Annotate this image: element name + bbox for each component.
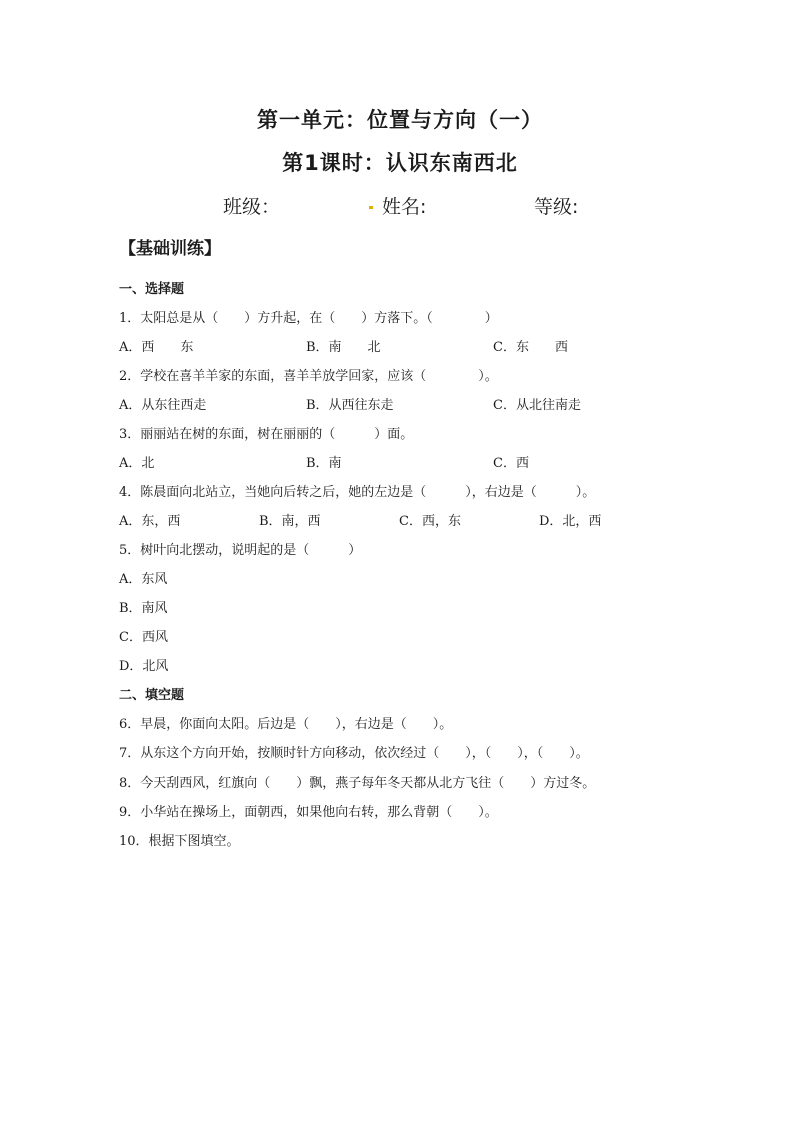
question-10: 10．根据下图填空。 xyxy=(119,834,240,849)
question-5: 5．树叶向北摆动，说明起的是（ ） xyxy=(119,543,362,558)
q4-option-b: B．南，西 xyxy=(259,514,321,529)
q3-option-c: C．西 xyxy=(493,456,529,471)
q4-option-c: C．西，东 xyxy=(399,514,461,529)
q2-option-b: B．从西往东走 xyxy=(306,398,394,413)
q2-option-c: C．从北往南走 xyxy=(493,398,581,413)
q4-option-d: D．北，西 xyxy=(539,514,602,529)
q1-option-b: B．南 北 xyxy=(306,340,381,355)
question-3: 3．丽丽站在树的东面，树在丽丽的（ ）面。 xyxy=(119,427,414,442)
name-label: 姓名: xyxy=(382,196,427,218)
question-2: 2．学校在喜羊羊家的东面，喜羊羊放学回家，应该（ ）。 xyxy=(119,369,498,384)
q5-option-a: A．东风 xyxy=(119,572,168,587)
lesson-subtitle: 第1课时：认识东南西北 xyxy=(282,151,518,175)
question-1: 1．太阳总是从（ ）方升起，在（ ）方落下。（ ） xyxy=(119,311,498,326)
question-7: 7．从东这个方向开始，按顺时针方向移动，依次经过（ ），（ ），（ ）。 xyxy=(119,746,589,761)
question-9: 9．小华站在操场上，面朝西，如果他向右转，那么背朝（ ）。 xyxy=(119,805,498,820)
q5-option-c: C．西风 xyxy=(119,630,168,645)
question-6: 6．早晨，你面向太阳。后边是（ ），右边是（ ）。 xyxy=(119,717,453,732)
section-title: 【基础训练】 xyxy=(119,239,221,259)
q4-option-a: A．东，西 xyxy=(119,514,181,529)
q2-option-a: A．从东往西走 xyxy=(119,398,207,413)
q1-option-c: C．东 西 xyxy=(493,340,568,355)
stray-mark xyxy=(369,206,373,209)
question-8: 8．今天刮西风，红旗向（ ）飘，燕子每年冬天都从北方飞往（ ）方过冬。 xyxy=(119,776,596,791)
grade-label: 等级: xyxy=(534,196,579,218)
q3-option-a: A．北 xyxy=(119,456,155,471)
q5-option-b: B．南风 xyxy=(119,601,168,616)
q3-option-b: B．南 xyxy=(306,456,342,471)
q1-option-a: A．西 东 xyxy=(119,340,194,355)
part1-heading: 一、选择题 xyxy=(119,282,185,297)
part2-heading: 二、填空题 xyxy=(119,688,185,703)
q5-option-d: D．北风 xyxy=(119,659,169,674)
question-4: 4．陈晨面向北站立，当她向后转之后，她的左边是（ ），右边是（ ）。 xyxy=(119,485,596,500)
class-label: 班级： xyxy=(223,196,281,218)
worksheet-title: 第一单元：位置与方向（一） xyxy=(257,108,543,132)
